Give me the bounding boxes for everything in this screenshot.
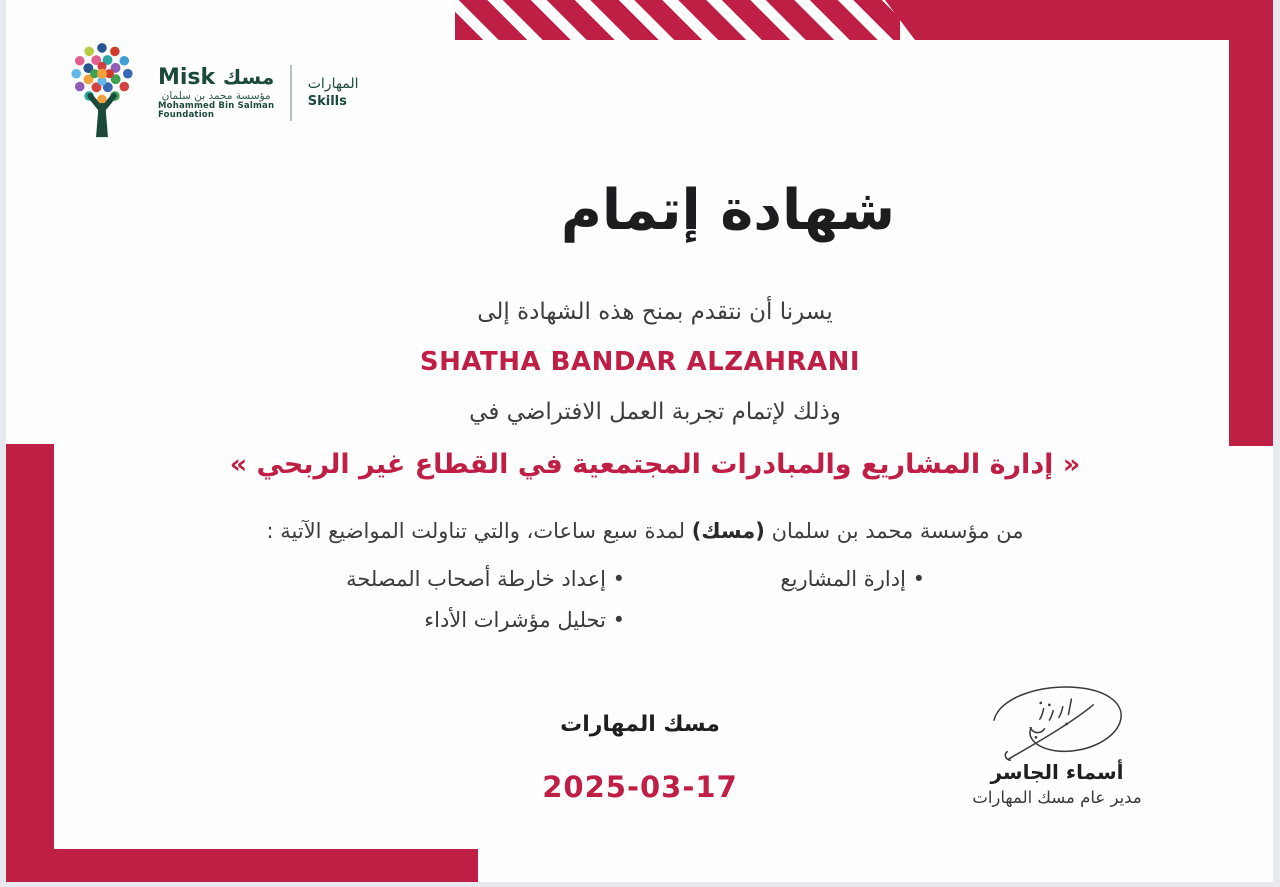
logo-brand-row: [158, 66, 274, 89]
signer-title: مدير عام مسك المهارات: [972, 788, 1142, 807]
signature-block: [942, 680, 1172, 807]
provider-suffix: لمدة سبع ساعات، والتي تناولت المواضيع الآتية :: [266, 519, 686, 543]
certificate-title: شهادة إتمام: [560, 178, 896, 243]
left-border-bar: [6, 444, 54, 882]
provider-prefix: من مؤسسة محمد بن سلمان: [771, 519, 1024, 543]
bottom-border-bar: [6, 849, 478, 882]
logo-unit-latin: Skills: [307, 93, 347, 109]
issue-date: 2025-03-17: [542, 770, 738, 804]
topic-item: • إعداد خارطة أصحاب المصلحة: [305, 567, 625, 591]
logo-brand-arabic: مسك: [222, 65, 275, 90]
top-solid-band: [885, 0, 1273, 40]
topic-spacer: [625, 608, 925, 632]
program-title: « إدارة المشاريع والمبادرات المجتمعية في القطاع غير الربحي »: [229, 449, 1081, 480]
misk-tree-logo-icon: [56, 42, 148, 144]
logo-brand-text: [158, 66, 274, 120]
signer-name: أسماء الجاسر: [990, 760, 1124, 784]
logo-brand-latin: Misk: [158, 65, 216, 91]
logo-org-latin-2: Foundation: [158, 110, 215, 121]
intro-line: يسرنا أن نتقدم بمنح هذه الشهادة إلى: [477, 299, 833, 325]
logo-org-arabic: مؤسسة محمد بن سلمان: [161, 90, 271, 103]
top-diagonal-stripes: [455, 0, 900, 40]
recipient-name: SHATHA BANDAR ALZAHRANI: [419, 347, 861, 377]
misk-logo: [56, 42, 359, 144]
topic-item: • إدارة المشاريع: [625, 567, 925, 591]
topic-item: • تحليل مؤشرات الأداء: [305, 608, 625, 632]
logo-org-latin-1: Mohammed Bin Salman: [158, 101, 275, 112]
signature-icon: [977, 680, 1137, 766]
provider-org: (مسك): [691, 519, 765, 543]
logo-unit: [308, 76, 359, 110]
logo-divider: [290, 65, 292, 121]
reason-line: وذلك لإتمام تجربة العمل الافتراضي في: [469, 399, 841, 425]
topics-list: [305, 567, 925, 632]
logo-unit-arabic: المهارات: [307, 76, 359, 93]
issuer-name: مسك المهارات: [560, 712, 720, 737]
provider-line: [5, 519, 1280, 543]
